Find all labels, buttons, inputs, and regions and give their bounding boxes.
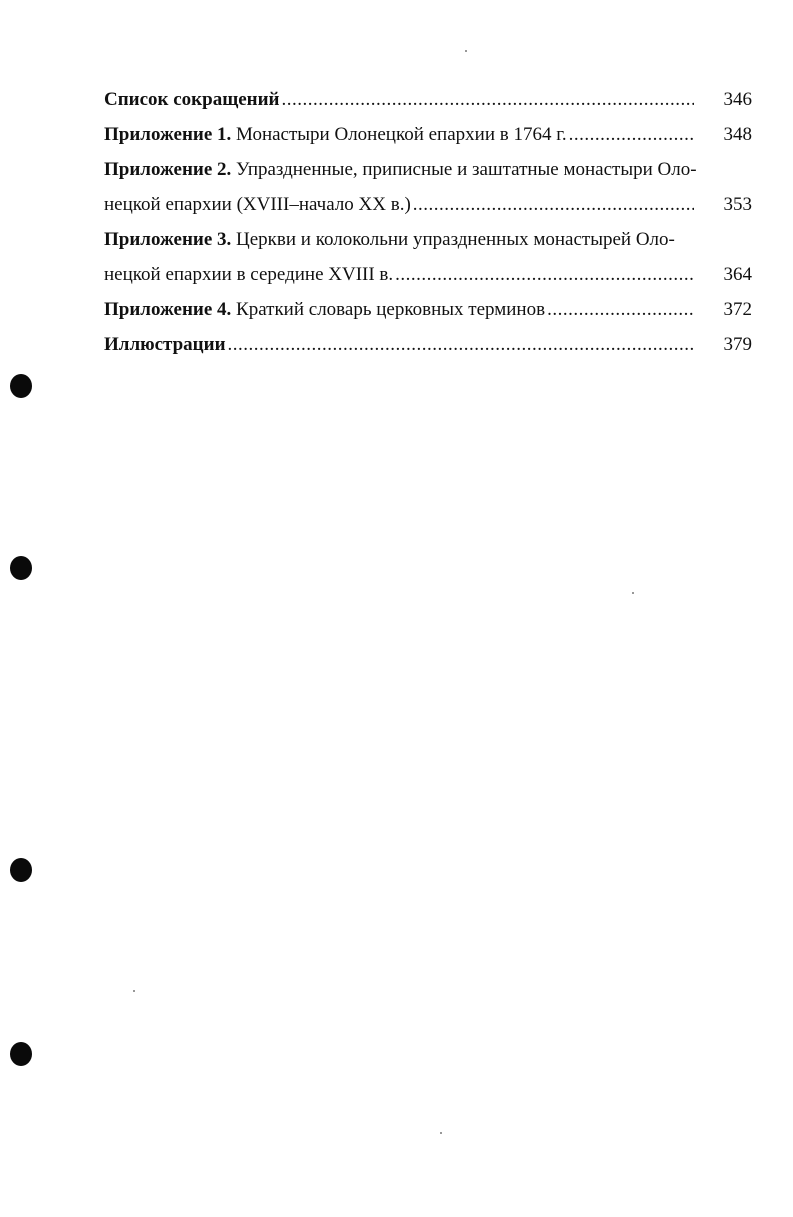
- dot-leader: [228, 327, 694, 362]
- toc-entry-text: Краткий словарь церковных терминов: [231, 299, 546, 320]
- toc-entry-title: Приложение 2.: [104, 159, 232, 180]
- scan-speck: [440, 1132, 442, 1134]
- scan-speck: [465, 50, 467, 52]
- toc-page-number: 348: [723, 124, 752, 145]
- toc-entry-appendix-4[interactable]: [104, 292, 752, 327]
- toc-entry-illustrations[interactable]: [104, 327, 752, 362]
- toc-entry-text: Церкви и колокольни упраздненных монастырей Оло-: [231, 229, 675, 250]
- toc-entry-appendix-1[interactable]: [104, 117, 752, 152]
- dot-leader: [569, 117, 694, 152]
- scan-speck: [133, 990, 135, 992]
- toc-entry-title: Иллюстрации: [104, 334, 226, 355]
- toc-entry-text-continued: нецкой епархии (XVIII–начало XX в.): [104, 194, 411, 215]
- toc-entry-appendix-3[interactable]: [104, 222, 752, 292]
- punch-hole-mark: [10, 1042, 32, 1066]
- toc-page-number: 372: [723, 299, 752, 320]
- toc-entry-title: Приложение 3.: [104, 229, 232, 250]
- dot-leader: [413, 187, 694, 222]
- toc-entry-abbreviations[interactable]: [104, 82, 752, 117]
- toc-page-number: 364: [723, 264, 752, 285]
- dot-leader: [547, 292, 694, 327]
- scan-speck: [632, 592, 634, 594]
- toc-entry-appendix-2[interactable]: [104, 152, 752, 222]
- toc-entry-title: Список сокращений: [104, 89, 280, 110]
- punch-hole-mark: [10, 556, 32, 580]
- toc-entry-text-continued: нецкой епархии в середине XVIII в.: [104, 264, 394, 285]
- toc-entry-title: Приложение 4.: [104, 299, 232, 320]
- dot-leader: [282, 82, 694, 117]
- dot-leader: [395, 257, 694, 292]
- table-of-contents: [104, 82, 752, 362]
- toc-entry-title: Приложение 1.: [104, 124, 232, 145]
- toc-page-number: 353: [723, 194, 752, 215]
- toc-entry-text: Упраздненные, приписные и заштатные монастыри Оло-: [231, 159, 697, 180]
- toc-entry-text: Монастыри Олонецкой епархии в 1764 г.: [231, 124, 567, 145]
- punch-hole-mark: [10, 858, 32, 882]
- toc-page-number: 346: [723, 89, 752, 110]
- punch-hole-mark: [10, 374, 32, 398]
- toc-page-number: 379: [723, 334, 752, 355]
